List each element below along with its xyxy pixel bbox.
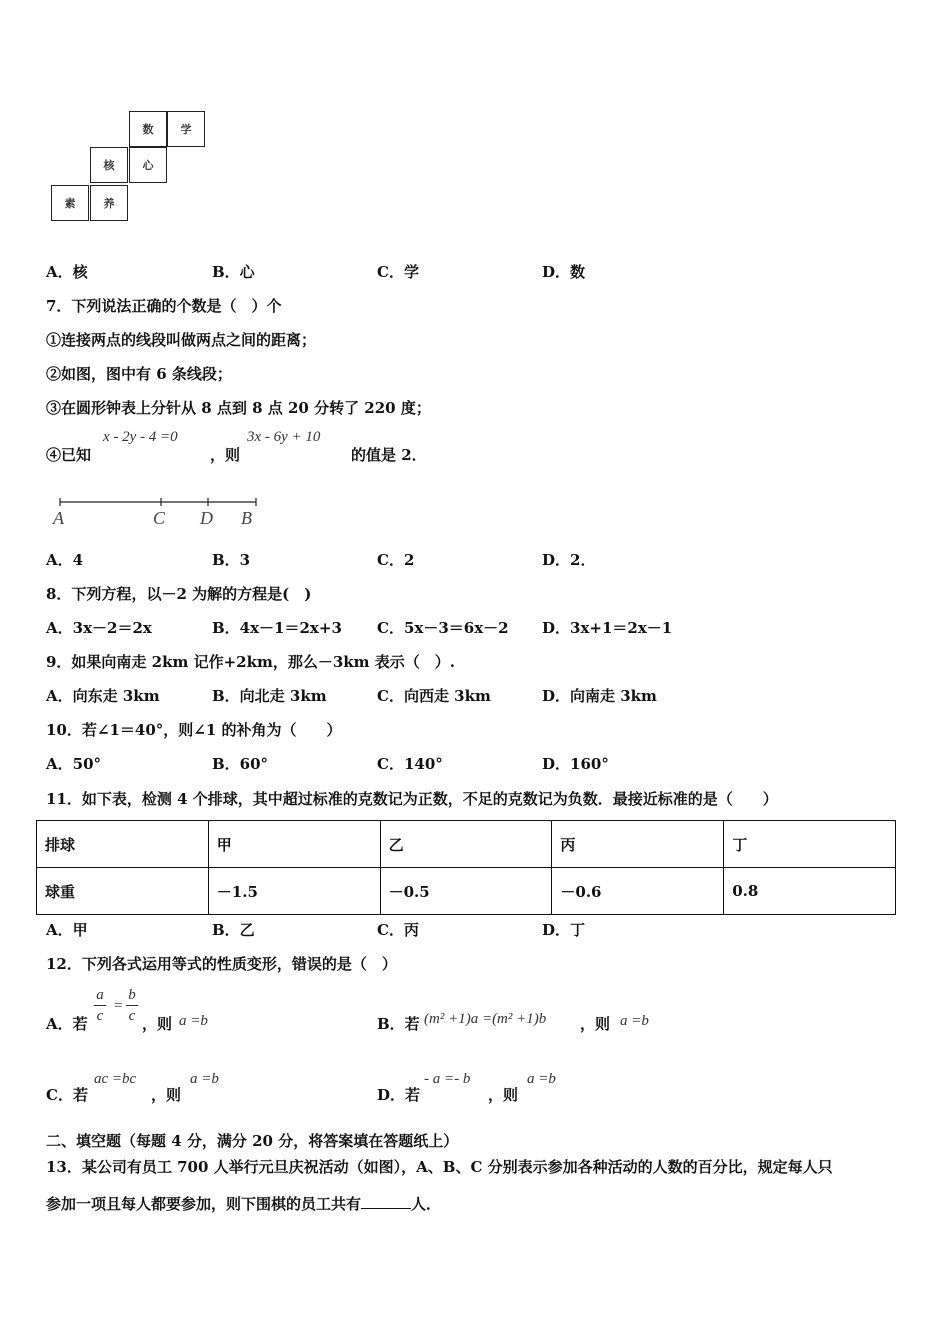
q10-stem: 10．若∠1＝40°，则∠1 的补角为（ ） (46, 721, 342, 739)
q7-statement-3: ③在圆形钟表上分针从 8 点到 8 点 20 分转了 220 度； (46, 399, 431, 417)
table-cell: －0.5 (380, 868, 552, 915)
q6-option-c: C．学 (377, 263, 419, 281)
q8-option-d: D．3x+1＝2x－1 (542, 619, 673, 637)
q7-statement-4-mid: ，则 (210, 446, 241, 464)
q12-option-b-expression: (m² +1)a =(m² +1)b (424, 1011, 547, 1027)
table-header-cell: 丙 (552, 821, 724, 868)
q7-option-d: D．2． (542, 551, 596, 569)
q10-option-d: D．160° (542, 755, 609, 773)
net-cell-xue: 学 (167, 111, 205, 147)
q11-option-c: C．丙 (377, 921, 419, 939)
q11-option-b: B．乙 (212, 921, 255, 939)
q11-option-a: A．甲 (46, 921, 88, 939)
q13-line-2-suffix: 人． (411, 1195, 442, 1213)
q12-option-c-expression: ac =bc (94, 1071, 137, 1087)
q11-option-d: D．丁 (542, 921, 586, 939)
q12-a-frac2-numerator: b (128, 987, 136, 1003)
net-cell-xin: 心 (129, 147, 167, 183)
q6-option-a: A．核 (46, 263, 88, 281)
q13-line-1: 13．某公司有员工 700 人举行元旦庆祝活动（如图），A、B、C 分别表示参加各种活动的人数的百分比，规定每人只 (46, 1158, 833, 1176)
q12-option-b-label: B．若 (377, 1015, 420, 1033)
table-cell: －0.6 (552, 868, 724, 915)
q12-option-d-result: a =b (527, 1071, 556, 1087)
net-cell-shu: 数 (129, 111, 167, 147)
q12-option-a-then: ，则 (142, 1015, 173, 1033)
q13-answer-blank (361, 1194, 411, 1209)
q11-stem: 11．如下表，检测 4 个排球，其中超过标准的克数记为正数，不足的克数记为负数．最接近标准的是（ ） (46, 790, 778, 808)
q12-a-frac1-denominator: c (96, 1008, 104, 1024)
q7-equation-2: 3x - 6y + 10 (247, 429, 321, 445)
table-cell: 0.8 (724, 868, 896, 915)
q12-option-b-then: ，则 (580, 1015, 611, 1033)
q7-equation-1: x - 2y - 4 =0 (103, 429, 178, 445)
q12-option-c-then: ，则 (151, 1086, 182, 1104)
point-label-a: A (53, 508, 64, 528)
q13-line-2-prefix: 参加一项且每人都要参加，则下围棋的员工共有 (46, 1195, 362, 1213)
q12-option-a-result: a =b (179, 1013, 208, 1029)
q7-statement-4-prefix: ④已知 (46, 446, 92, 464)
q9-stem: 9．如果向南走 2km 记作+2km，那么－3km 表示（ ）. (46, 653, 456, 671)
q12-a-fraction-1 (94, 986, 106, 1025)
point-label-c: C (153, 508, 166, 528)
q8-stem: 8．下列方程，以－2 为解的方程是( ) (46, 585, 312, 603)
q12-a-frac2-denominator: c (128, 1008, 136, 1024)
q12-a-frac1-numerator: a (96, 987, 104, 1003)
net-cell-yang: 养 (90, 185, 128, 221)
q10-option-c: C．140° (377, 755, 443, 773)
q13-line-2 (46, 1193, 441, 1214)
q12-stem: 12．下列各式运用等式的性质变形，错误的是（ ） (46, 955, 397, 973)
q8-option-c: C．5x－3＝6x－2 (377, 619, 509, 637)
q12-a-equals: = (113, 998, 124, 1014)
q12-a-fraction-2 (126, 986, 138, 1025)
q7-statement-2: ②如图，图中有 6 条线段； (46, 365, 232, 383)
volleyball-weight-table (36, 820, 896, 915)
q12-option-a-label: A．若 (46, 1015, 88, 1033)
q7-statement-1: ①连接两点的线段叫做两点之间的距离； (46, 331, 317, 349)
table-header-cell: 乙 (380, 821, 552, 868)
q7-option-b: B．3 (212, 551, 251, 569)
q12-option-b-result: a =b (620, 1013, 649, 1029)
point-label-d: D (200, 508, 213, 528)
q10-option-a: A．50° (46, 755, 102, 773)
net-cell-he: 核 (90, 147, 128, 183)
table-header-cell: 排球 (37, 821, 209, 868)
q6-option-b: B．心 (212, 263, 255, 281)
point-label-b: B (241, 508, 252, 528)
q12-option-d-then: ，则 (488, 1086, 519, 1104)
q8-option-b: B．4x－1＝2x+3 (212, 619, 342, 637)
section-2-title: 二、填空题（每题 4 分，满分 20 分，将答案填在答题纸上） (46, 1132, 459, 1150)
q9-option-d: D．向南走 3km (542, 687, 657, 705)
q12-option-c-result: a =b (190, 1071, 219, 1087)
q6-option-d: D．数 (542, 263, 586, 281)
q7-statement-4-suffix: 的值是 2． (351, 446, 427, 464)
table-row (37, 868, 896, 915)
q12-option-d-expression: - a =- b (424, 1071, 471, 1087)
q9-option-c: C．向西走 3km (377, 687, 491, 705)
q12-option-d-label: D．若 (377, 1086, 421, 1104)
q7-stem: 7．下列说法正确的个数是（ ）个 (46, 297, 282, 315)
table-row (37, 821, 896, 868)
q7-option-c: C．2 (377, 551, 415, 569)
table-cell: －1.5 (208, 868, 380, 915)
q7-option-a: A．4 (46, 551, 84, 569)
q8-option-a: A．3x－2＝2x (46, 619, 152, 637)
q12-option-c-label: C．若 (46, 1086, 88, 1104)
table-cell: 球重 (37, 868, 209, 915)
q10-option-b: B．60° (212, 755, 269, 773)
net-cell-su: 素 (51, 185, 89, 221)
q9-option-a: A．向东走 3km (46, 687, 160, 705)
table-header-cell: 丁 (724, 821, 896, 868)
q9-option-b: B．向北走 3km (212, 687, 327, 705)
table-header-cell: 甲 (208, 821, 380, 868)
